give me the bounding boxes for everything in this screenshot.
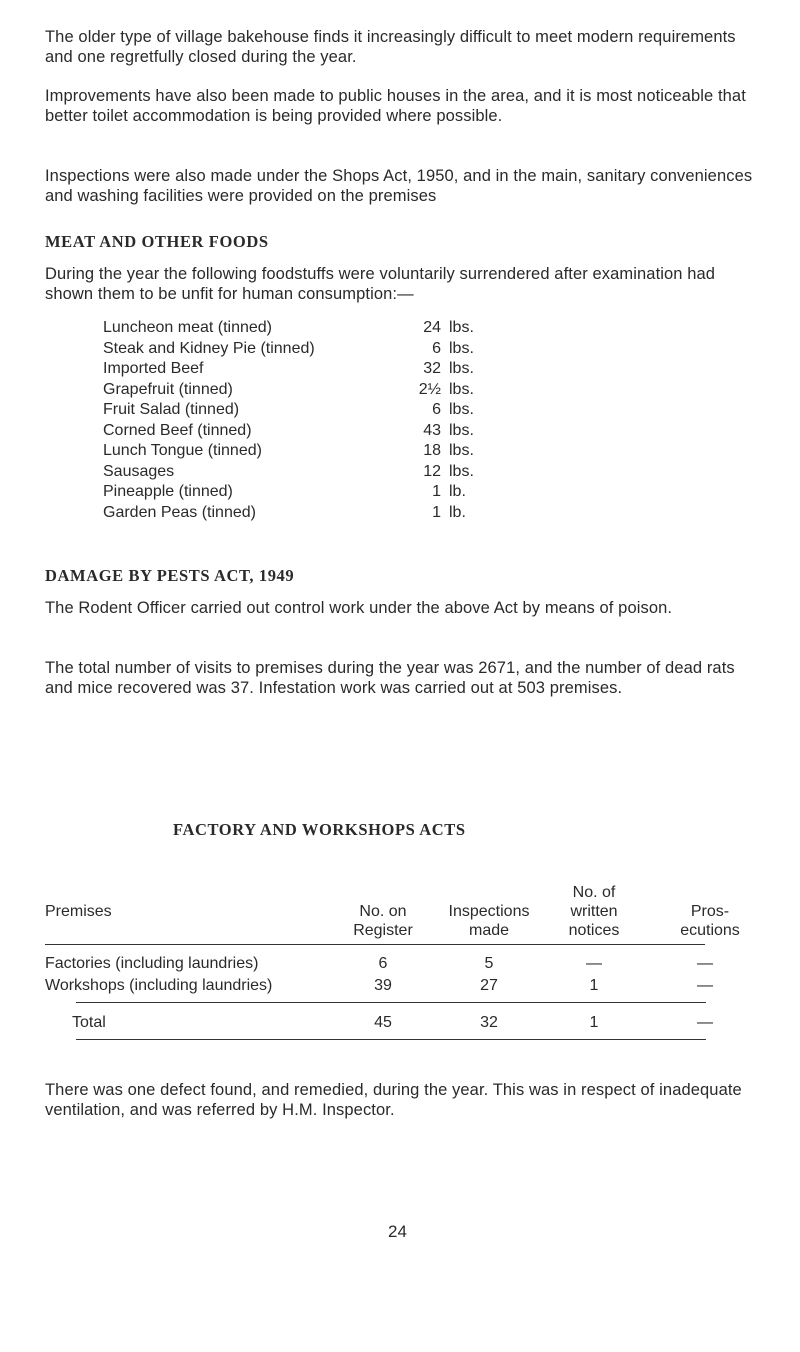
list-item [103,503,663,524]
header-prosecutions-line2: ecutions [680,922,740,939]
cell-total-inspections: 32 [480,1014,498,1031]
food-amount: 6 [432,401,441,418]
cell-total-prosecutions: — [697,1014,713,1031]
pests-section-heading: DAMAGE BY PESTS ACT, 1949 [45,566,295,585]
food-amount: 1 [432,503,441,521]
defect-paragraph: There was one defect found, and remedied, during the year. This was in respect of inadequate ventilation, and was referred by H.M. Inspector. [45,1081,742,1119]
food-amount: 2½ [418,380,441,398]
cell-premises: Workshops (including laundries) [45,977,273,994]
food-unit: lbs. [449,442,474,459]
total-divider-bottom [76,1039,706,1040]
total-divider-top [76,1002,706,1003]
cell-prosecutions: — [697,955,713,972]
cell-notices: — [586,955,602,972]
list-item [103,359,663,380]
header-inspections-line2: made [468,922,510,939]
header-register [338,902,428,940]
food-amount: 12 [423,462,441,480]
list-item [103,380,663,401]
cell-prosecutions: — [697,977,713,994]
food-amount: 43 [423,421,441,439]
food-amount: 24 [423,319,441,336]
cell-inspections: 5 [484,955,494,972]
food-amount: 1 [432,483,441,500]
food-unit: lbs. [449,339,474,357]
food-name: Steak and Kidney Pie (tinned) [103,339,315,357]
header-register-line1: No. on [359,903,407,920]
food-name: Pineapple (tinned) [103,483,233,500]
header-notices-line3: notices [568,922,620,939]
header-prosecutions [660,902,760,940]
header-inspections [434,902,544,940]
food-unit: lbs. [449,421,474,439]
meat-intro-paragraph: During the year the following foodstuffs were voluntarily surrendered after examination had shown them to be unfit for human consumption:— [45,265,716,303]
cell-total-register: 45 [374,1014,392,1031]
meat-section-heading: MEAT AND OTHER FOODS [45,232,269,251]
list-item [103,441,663,462]
food-name: Lunch Tongue (tinned) [103,442,262,459]
public-houses-paragraph: Improvements have also been made to public houses in the area, and it is most noticeable that better toilet accommodation is being provided where possible. [45,87,746,125]
header-divider [45,944,705,945]
food-amount: 6 [432,339,441,357]
food-unit: lbs. [449,319,474,336]
cell-register: 39 [374,977,392,994]
food-amount: 18 [423,442,441,459]
food-unit: lbs. [449,360,474,377]
header-notices [549,883,639,940]
list-item [103,482,663,503]
rodent-officer-paragraph: The Rodent Officer carried out control work under the above Act by means of poison. [45,599,673,617]
cell-total-label: Total [72,1014,106,1031]
cell-inspections: 27 [480,977,498,994]
food-name: Fruit Salad (tinned) [103,401,240,418]
cell-premises: Factories (including laundries) [45,955,259,972]
food-name: Imported Beef [103,360,204,377]
surrendered-food-list [103,318,663,523]
header-notices-line1: No. of [572,884,616,901]
food-name: Corned Beef (tinned) [103,421,252,439]
cell-notices: 1 [589,977,599,994]
food-name: Grapefruit (tinned) [103,380,233,398]
list-item [103,421,663,442]
list-item [103,400,663,421]
page-number: 24 [388,1222,407,1241]
factory-section-heading: FACTORY AND WORKSHOPS ACTS [173,820,466,839]
food-unit: lbs. [449,462,474,480]
food-name: Garden Peas (tinned) [103,503,256,521]
list-item [103,339,663,360]
shops-act-paragraph: Inspections were also made under the Shops Act, 1950, and in the main, sanitary conveniences and washing facilities were provided on the premises [45,167,753,205]
cell-total-notices: 1 [589,1014,599,1031]
list-item [103,462,663,483]
header-premises: Premises [45,903,112,920]
header-prosecutions-line1: Pros- [690,903,730,920]
food-name: Luncheon meat (tinned) [103,319,272,336]
infestation-paragraph: The total number of visits to premises during the year was 2671, and the number of dead rats and mice recovered was 37. Infestation work was carried out at 503 premises. [45,659,735,697]
bakehouse-paragraph: The older type of village bakehouse finds it increasingly difficult to meet modern requirements and one regretfully closed during the year. [45,28,736,66]
food-name: Sausages [103,462,175,480]
list-item [103,318,663,339]
food-unit: lbs. [449,401,474,418]
food-unit: lbs. [449,380,474,398]
food-unit: lb. [449,483,466,500]
header-register-line2: Register [353,922,413,939]
food-unit: lb. [449,503,466,521]
food-amount: 32 [423,360,441,377]
cell-register: 6 [378,955,388,972]
header-notices-line2: written [570,903,618,920]
header-inspections-line1: Inspections [448,903,530,920]
